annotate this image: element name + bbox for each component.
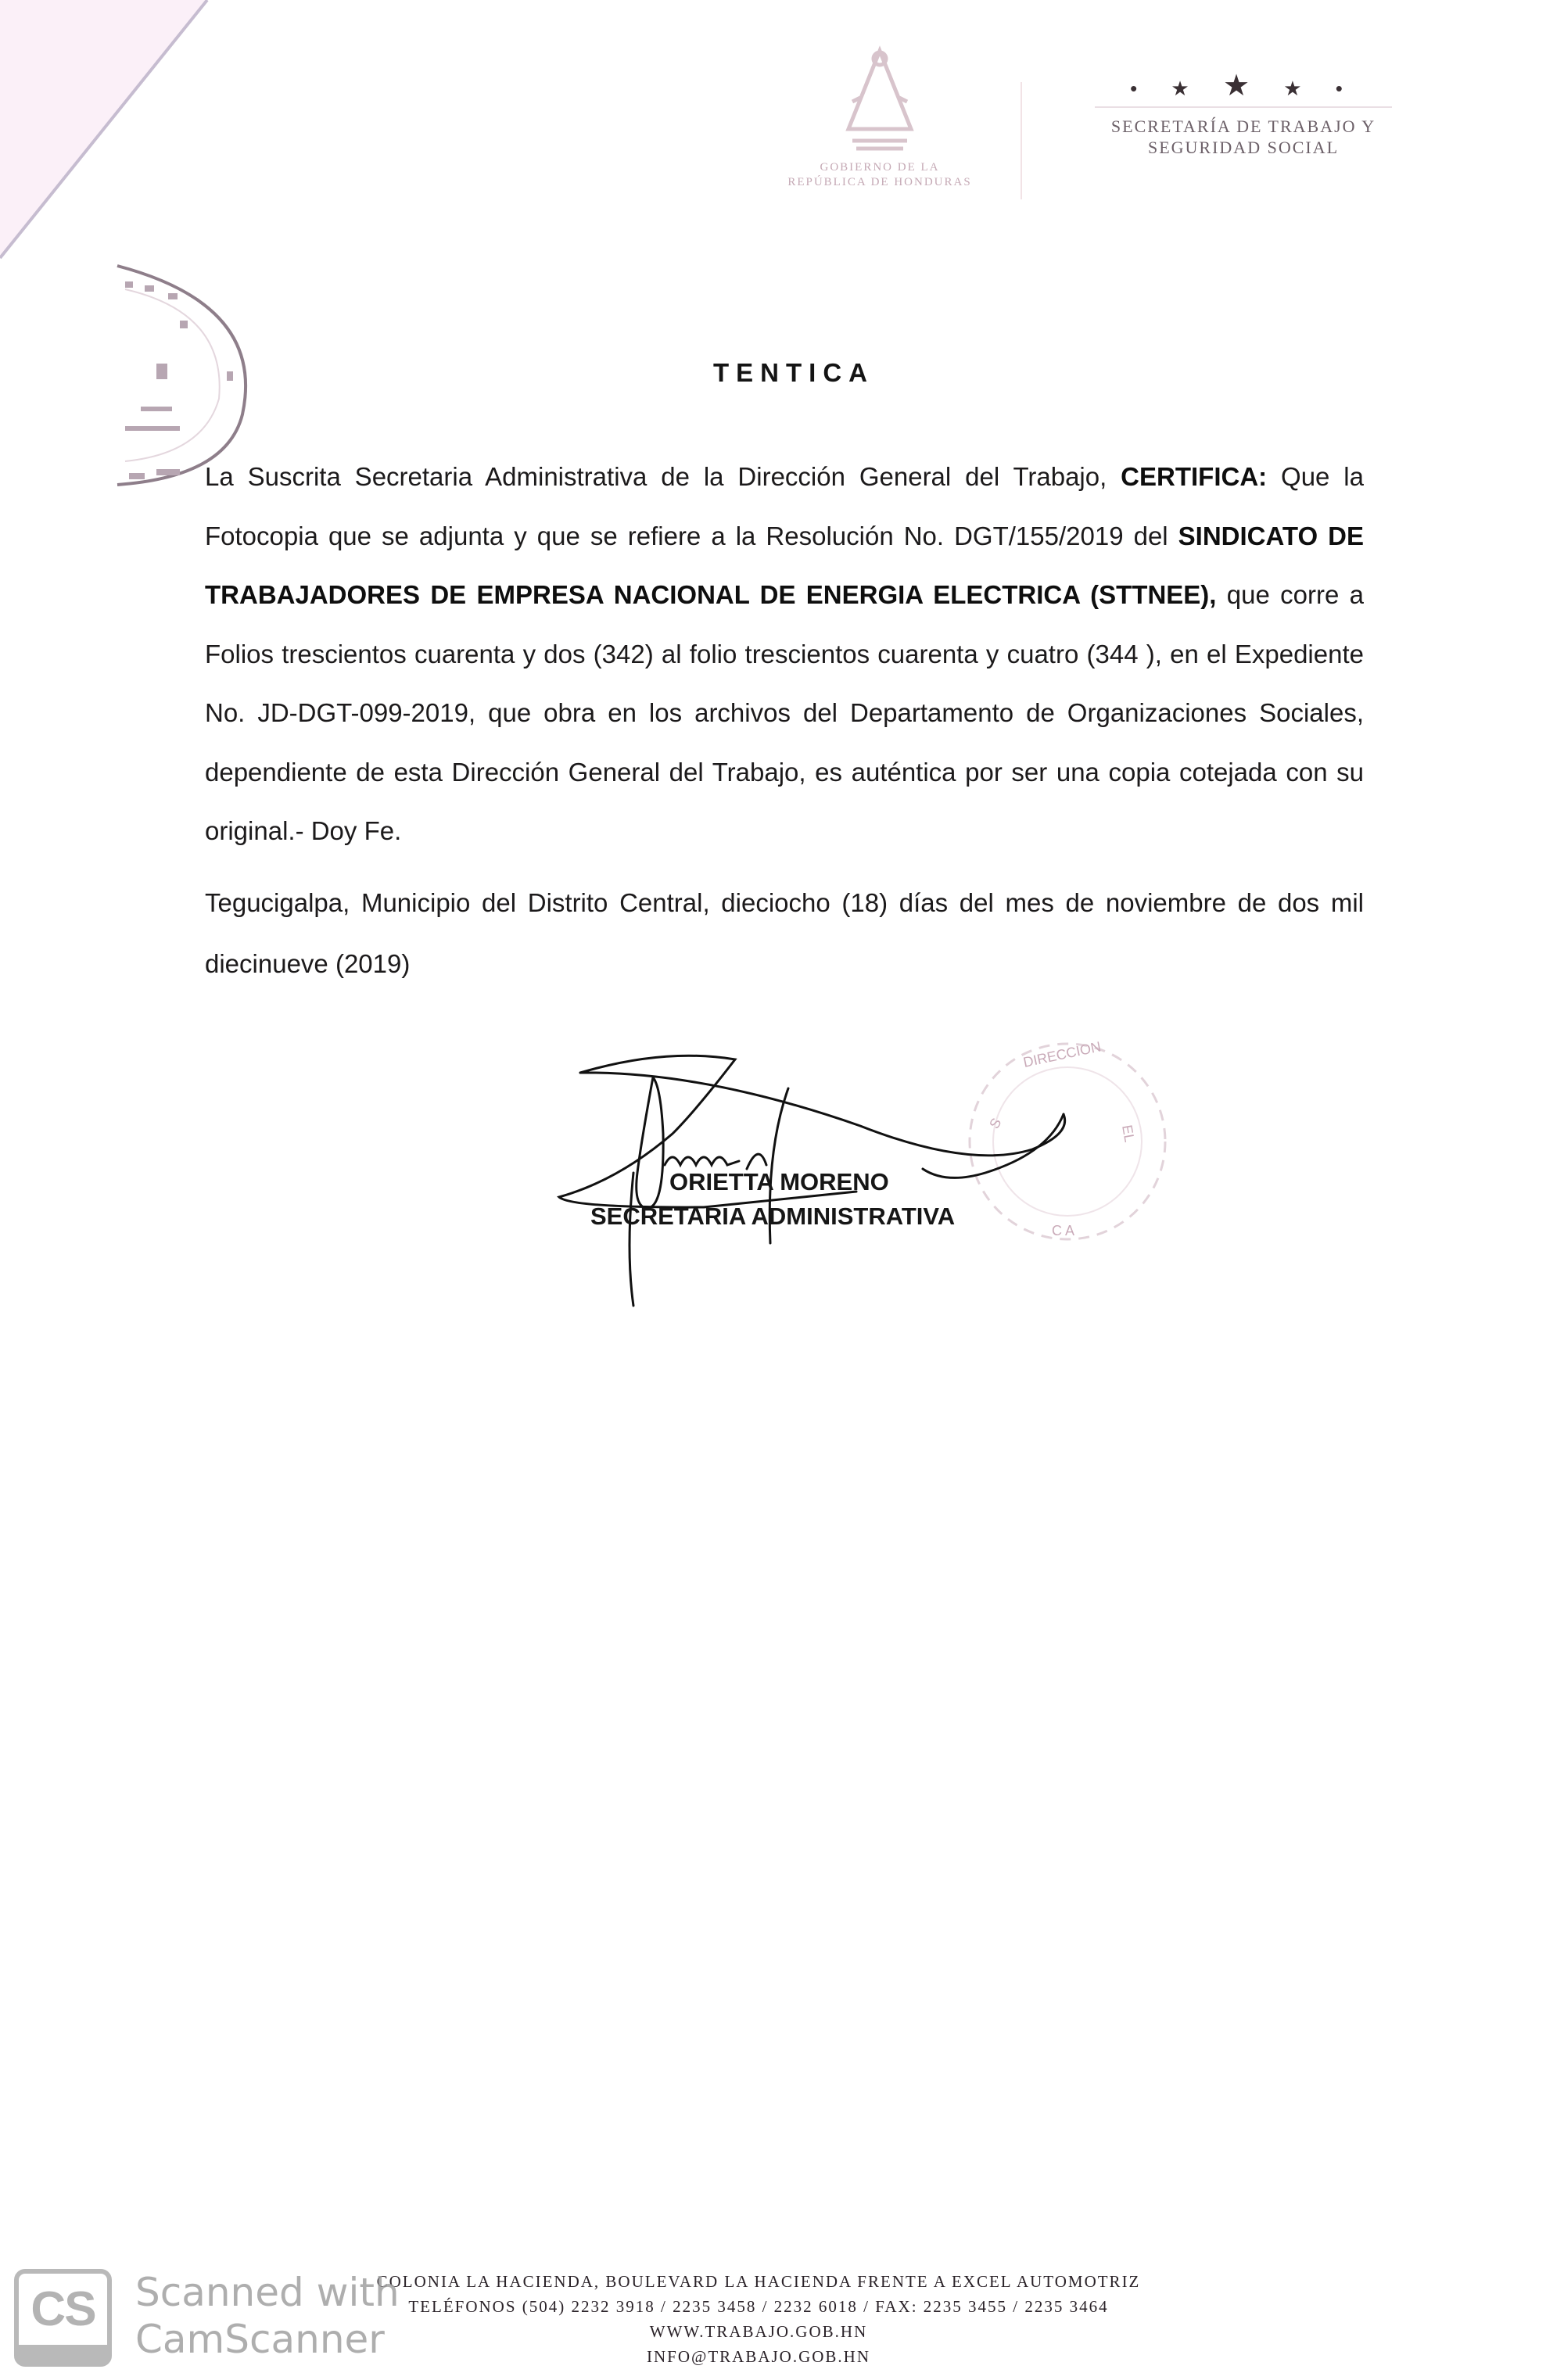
signer-name: ORIETTA MORENO <box>669 1168 889 1195</box>
gov-text-line1: GOBIERNO DE LA <box>820 161 940 174</box>
camscanner-line2: CamScanner <box>135 2317 385 2362</box>
footer-email: INFO@TRABAJO.GOB.HN <box>646 2347 871 2366</box>
signer-title: SECRETARIA ADMINISTRATIVA <box>590 1203 956 1230</box>
ministry-logo <box>1079 70 1408 158</box>
camscanner-watermark <box>14 2269 421 2371</box>
ministry-name-line2: SEGURIDAD SOCIAL <box>1147 138 1340 157</box>
svg-text:EL: EL <box>1119 1124 1138 1144</box>
ministry-rule <box>1095 106 1392 108</box>
svg-text:DIRECCION: DIRECCION <box>1021 1038 1103 1070</box>
five-stars-icon: • ★ ★ ★ • <box>1130 70 1357 102</box>
svg-text:S: S <box>986 1115 1005 1131</box>
camscanner-text <box>135 2269 400 2363</box>
body-folios: que corre a Folios trescientos cuarenta y dos (342) al folio trescientos cuarenta y cuatro (344 ), en el Expediente No. JD-DGT-099-2019, que obra en los archivos del Departamento de Organizaciones Sociales, dependiente de esta Dirección General del Trabajo, es auténtica por ser una copia cotejada con su original.- Doy Fe. <box>205 580 1364 845</box>
svg-text:C A: C A <box>1052 1223 1075 1238</box>
certification-paragraph <box>205 447 1364 861</box>
union-name: SINDICATO DE TRABAJADORES DE EMPRESA NACIONAL DE ENERGIA ELECTRICA (STTNEE), <box>205 521 1365 609</box>
footer-website: WWW.TRABAJO.GOB.HN <box>649 2322 868 2341</box>
camscanner-logo-bar <box>19 2345 107 2362</box>
certifica-label: CERTIFICA: <box>1121 462 1268 491</box>
footer-phones: TELÉFONOS (504) 2232 3918 / 2235 3458 / 2232 6018 / FAX: 2235 3455 / 2235 3464 <box>408 2297 1109 2316</box>
handwritten-signature <box>547 1016 1251 1329</box>
ministry-name-line1: SECRETARÍA DE TRABAJO Y <box>1110 116 1376 136</box>
document-title: TENTICA <box>713 358 874 387</box>
body-resolution: Que la Fotocopia que se adjunta y que se refiere a la Resolución No. DGT/155/2019 del <box>205 462 1364 550</box>
place-date: Tegucigalpa, Municipio del Distrito Central, dieciocho (18) días del mes de noviembre de dos mil diecinueve (2019) <box>205 888 1364 978</box>
honduras-coat-of-arms-icon <box>833 43 927 160</box>
header-divider <box>1021 82 1022 199</box>
camscanner-logo-icon <box>14 2269 112 2367</box>
camscanner-line1: Scanned with <box>135 2270 400 2315</box>
gov-text-line2: REPÚBLICA DE HONDURAS <box>787 176 972 188</box>
camscanner-logo-text: CS <box>30 2282 95 2336</box>
government-logo <box>751 43 1009 215</box>
footer-address: COLONIA LA HACIENDA, BOULEVARD LA HACIENDA FRENTE A EXCEL AUTOMOTRIZ <box>376 2272 1141 2291</box>
body-intro: La Suscrita Secretaria Administrativa de la Dirección General del Trabajo, <box>205 462 1121 491</box>
